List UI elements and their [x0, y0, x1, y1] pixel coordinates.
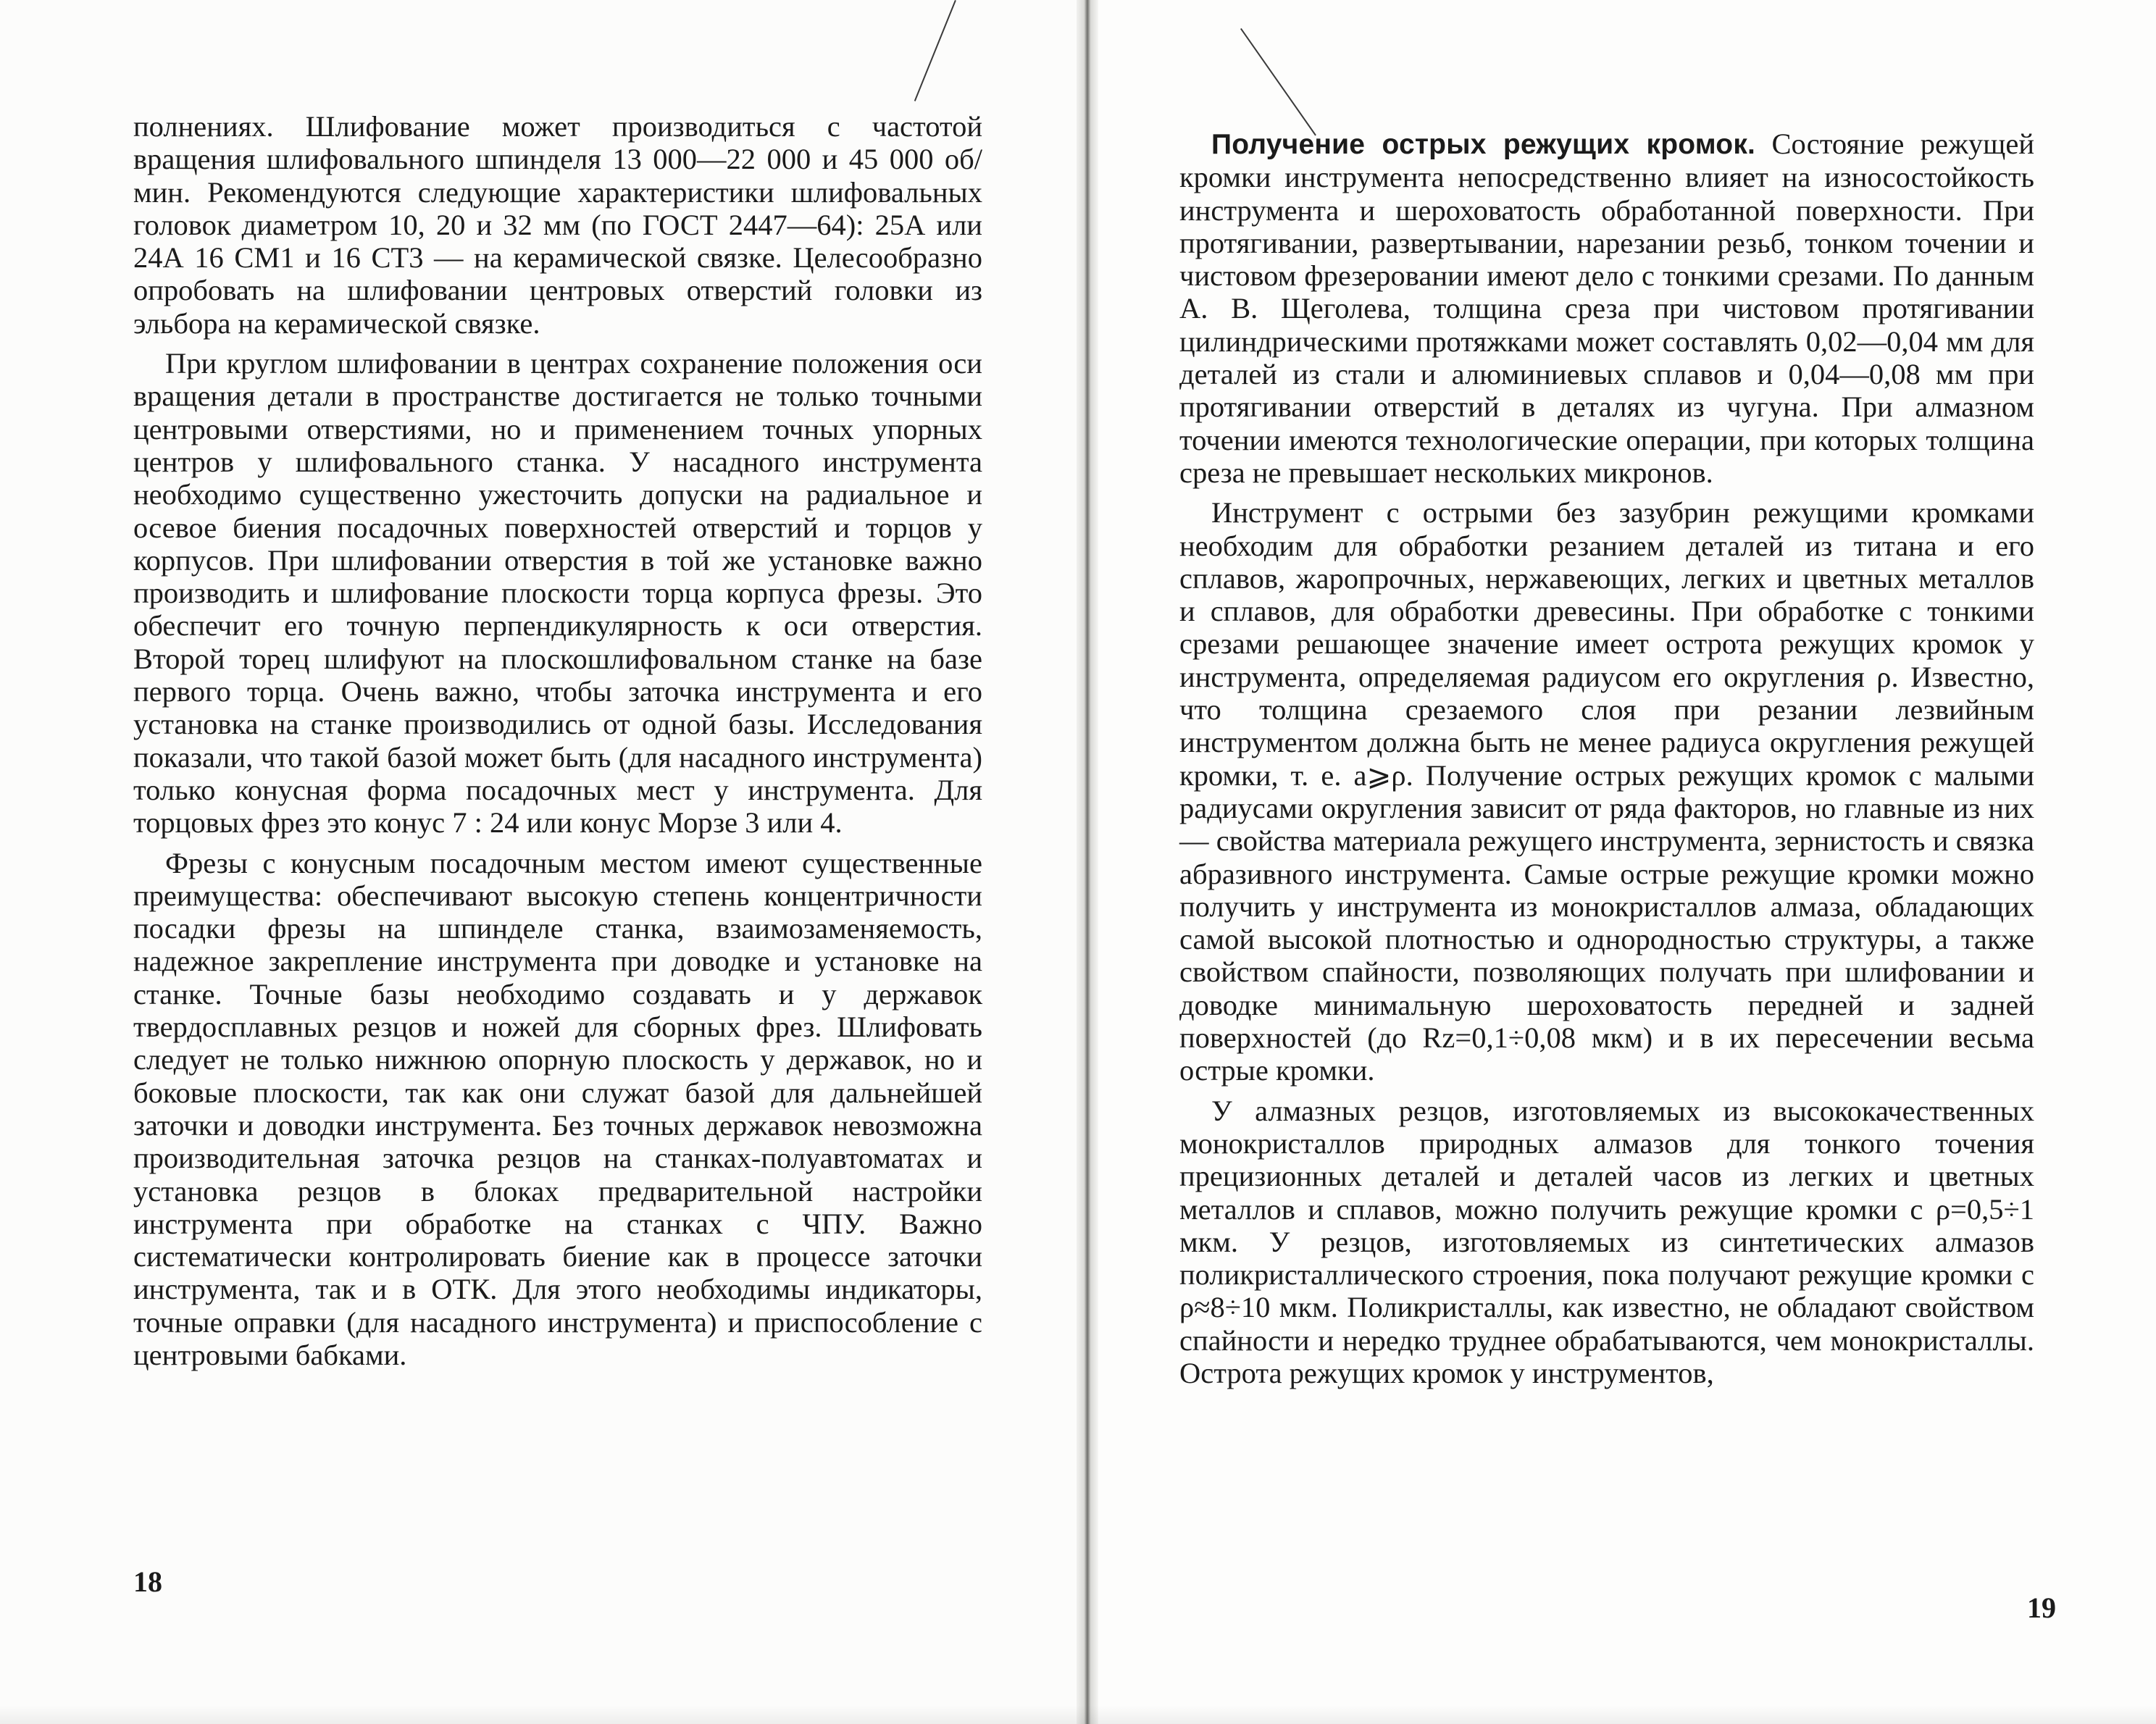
left-paragraph-1: полнениях. Шлифование может производиться с частотой вращения шлифовального шпинделя 13 000—22 000 и 45 000 об/мин. Рекомендуются следующие характеристики шлифовальных головок диаметром 10, 20 и 32 мм (по ГОСТ 2447—64): 25А или 24А 16 СМ1 и 16 СТ3 — на керамической связке. Целесообразно опробовать на шлифовании центровых отверстий головки из эльбора на керамической связке.	[133, 110, 982, 340]
right-paragraph-3: У алмазных резцов, изготовляемых из высококачественных монокристаллов природных алмазов для тонкого точения прецизионных деталей и деталей часов из легких и цветных металлов и сплавов, можно получить режущие кромки с ρ=0,5÷1 мкм. У резцов, изготовляемых из синтетических алмазов поликристаллического строения, пока получают режущие кромки с ρ≈8÷10 мкм. Поликристаллы, как известно, не обладают свойством спайности и нередко труднее обрабатываются, чем монокристаллы. Острота режущих кромок у инструментов,	[1179, 1094, 2034, 1389]
right-paragraph-1-body: Состояние режущей кромки инструмента непосредственно влияет на износостойкость инструмента и шероховатость обработанной поверхности. При протягивании, развертывании, нарезании резьб, тонком точении и чистовом фрезеровании имеют дело с тонкими срезами. По данным А. В. Щеголева, толщина среза при чистовом протягивании цилиндрическими протяжками может составлять 0,02—0,04 мм для деталей из стали и алюминиевых сплавов и 0,04—0,08 мм при протягивании отверстий в деталях из чугуна. При алмазном точении имеются технологические операции, при которых толщина среза не превышает нескольких микронов.	[1179, 127, 2034, 489]
right-page-text	[1179, 127, 2034, 1397]
right-paragraph-2: Инструмент с острыми без зазубрин режущими кромками необходим для обработки резанием деталей из титана и его сплавов, жаропрочных, нержавеющих, легких и цветных металлов и сплавов, для обработки древесины. При обработке с тонкими срезами решающее значение имеет острота режущих кромок у инструмента, определяемая радиусом его округления ρ. Известно, что толщина срезаемого слоя при резании лезвийным инструментом должна быть не менее радиуса округления режущей кромки, т. е. a⩾ρ. Получение острых режущих кромок с малыми радиусами округления зависит от ряда факторов, но главные из них — свойства материала режущего инструмента, зернистость и связка абразивного инструмента. Самые острые режущие кромки можно получить у инструмента из монокристаллов алмаза, обладающих самой высокой плотностью и однородностью структуры, а также свойством спайности, позволяющих получать при шлифовании и доводке минимальную шероховатость передней и задней поверхностей (до Rz=0,1÷0,08 мкм) и в их пересечении весьма острые кромки.	[1179, 496, 2034, 1087]
bottom-edge-shadow	[0, 1705, 2156, 1724]
right-paragraph-1	[1179, 127, 2034, 489]
right-page	[1087, 0, 2156, 1724]
left-paragraph-3: Фрезы с конусным посадочным местом имеют существенные преимущества: обеспечивают высокую степень концентричности посадки фрезы на шпинделе станка, взаимозаменяемость, надежное закрепление инструмента при доводке и установке на станке. Точные базы необходимо создавать и у державок твердосплавных резцов и ножей для сборных фрез. Шлифовать следует не только нижнюю опорную плоскость у державок, но и боковые плоскости, так как они служат базой для дальнейшей заточки и доводки инструмента. Без точных державок невозможна производительная заточка резцов на станках-полуавтоматах и установка резцов в блоках предварительной настройки инструмента при обработке на станках с ЧПУ. Важно систематически контролировать биение как в процессе заточки инструмента, так и в ОТК. Для этого необходимы индикаторы, точные оправки (для насадного инструмента) и приспособление с центровыми бабками.	[133, 846, 982, 1371]
book-gutter	[1077, 0, 1098, 1724]
left-page-number: 18	[133, 1565, 162, 1598]
left-page-text	[133, 110, 982, 1378]
right-page-number: 19	[2027, 1591, 2056, 1624]
section-heading: Получение острых режущих кромок.	[1211, 129, 1756, 160]
left-paragraph-2: При круглом шлифовании в центрах сохранение положения оси вращения детали в пространстве достигается не только точными центровыми отверстиями, но и применением точных упорных центров у шлифовального станка. У насадного инструмента необходимо существенно ужесточить допуски на радиальное и осевое биения посадочных поверхностей отверстий и торцов у корпусов. При шлифовании отверстия в той же установке важно производить и шлифование плоскости торца корпуса фрезы. Это обеспечит его точную перпендикулярность к оси отверстия. Второй торец шлифуют на плоскошлифовальном станке на базе первого торца. Очень важно, чтобы заточка инструмента и его установка на станке производились от одной базы. Исследования показали, что такой базой может быть (для насадного инструмента) только конусная форма посадочных мест у инструмента. Для торцовых фрез это конус 7 : 24 или конус Морзе 3 или 4.	[133, 347, 982, 840]
